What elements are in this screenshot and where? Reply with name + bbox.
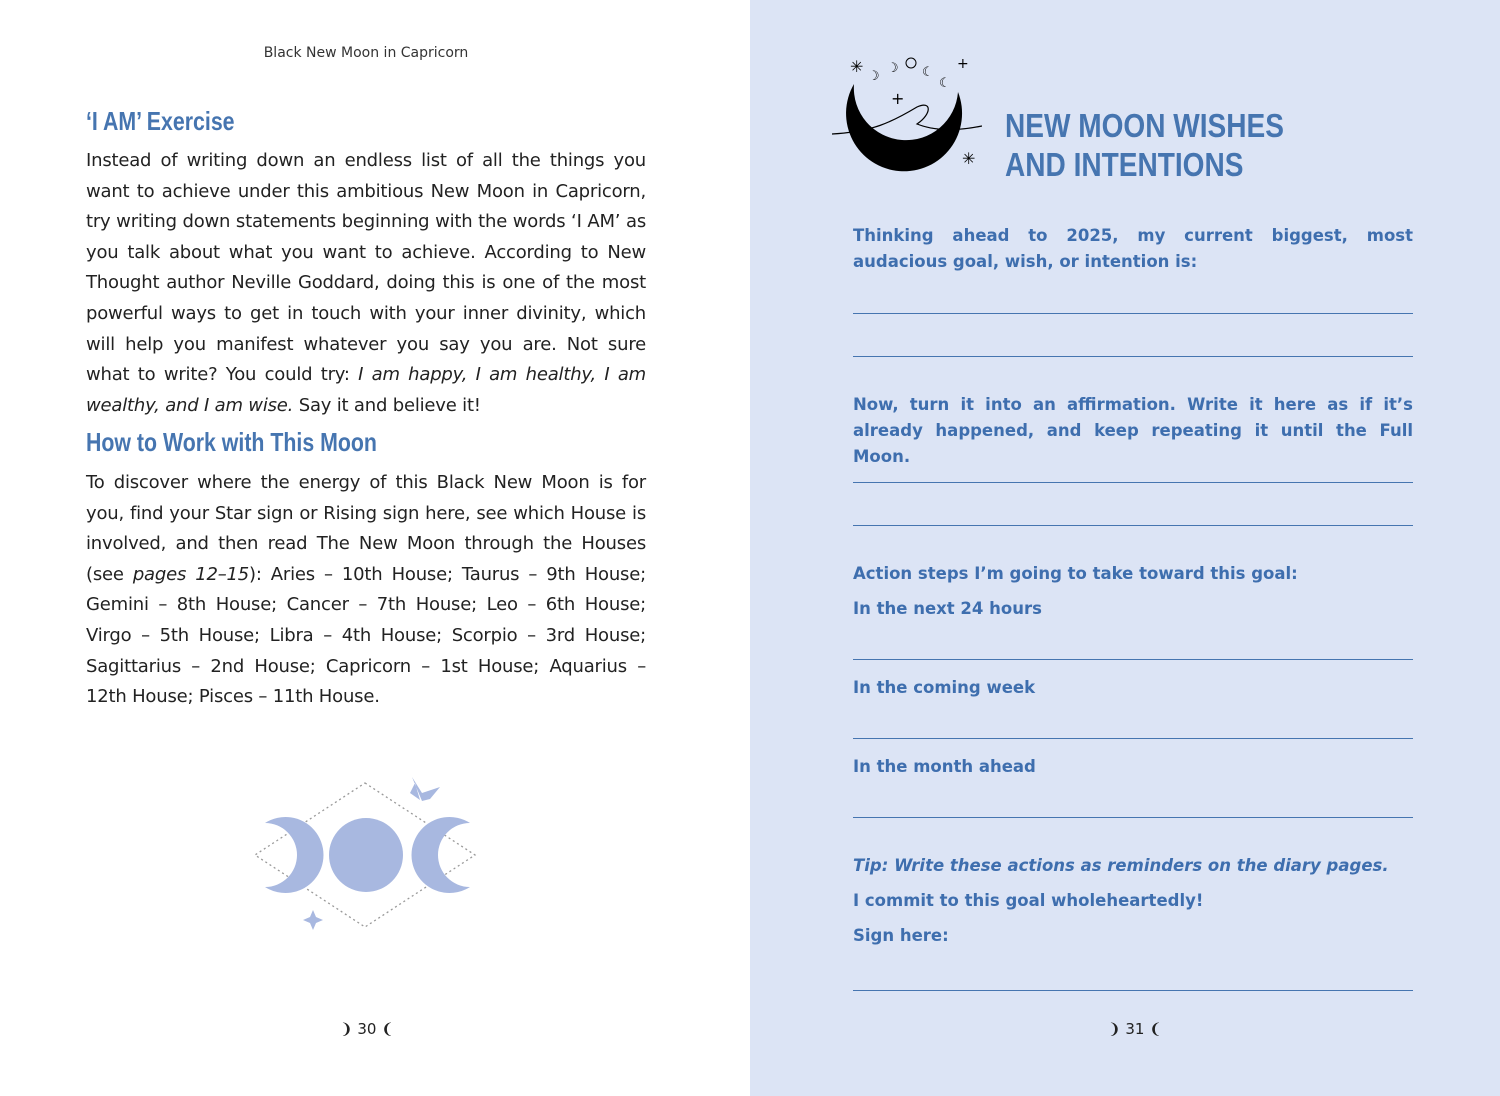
title-line-2: AND INTENTIONS (1005, 146, 1244, 183)
svg-text:☽: ☽ (887, 61, 899, 76)
goal-prompt: Thinking ahead to 2025, my current biggest, most audacious goal, wish, or intention is: (853, 226, 1413, 271)
section-heading-i-am: ‘I AM’ Exercise (86, 106, 235, 136)
page-number-text: 31 (1125, 1020, 1145, 1038)
svg-text:☾: ☾ (922, 65, 934, 80)
section-text-i-am (86, 146, 646, 421)
step-24-hours-label: In the next 24 hours (853, 599, 1042, 618)
page-title (1005, 106, 1284, 184)
italic-text: pages 12–15 (132, 563, 250, 585)
star-icon: ✳ (850, 57, 864, 76)
sign-label: Sign here: (853, 926, 949, 945)
title-line-1: NEW MOON WISHES (1005, 107, 1284, 144)
step-month-label: In the month ahead (853, 757, 1036, 776)
action-steps-heading: Action steps I’m going to take toward this goal: (853, 564, 1298, 583)
running-head: Black New Moon in Capricorn (263, 45, 469, 61)
svg-text:☾: ☾ (939, 76, 951, 91)
svg-text:✳: ✳ (962, 149, 976, 168)
text: Say it and believe it! (293, 394, 481, 416)
section-text-how-to-work (86, 468, 646, 713)
waning-moon-icon (412, 817, 470, 893)
signature-line[interactable] (853, 990, 1413, 991)
step-24-hours-line[interactable] (853, 659, 1413, 660)
svg-text:+: + (957, 56, 969, 72)
text: Instead of writing down an endless list of all the things you want to achieve under this ambitious New Moon in Capricorn, try writing down statements beginning with the words ‘I AM’ as you talk about what you want to achieve. According to New Thought author Neville Goddard, doing this is one of the most powerful ways to get in touch with your inner divinity, which will help you manifest whatever you say you are. Not sure what to write? You could try: (86, 150, 646, 386)
sparkle-icon (303, 910, 323, 930)
text: To discover where the energy of this Black New Moon is for you, find your Star sign or Rising sign here, see which House is involved, and then read The New Moon through the Houses (see (86, 472, 646, 585)
waxing-moon-icon (265, 817, 323, 893)
step-month-line[interactable] (853, 817, 1413, 818)
svg-text:+: + (891, 89, 905, 108)
goal-write-line-2[interactable] (853, 356, 1413, 357)
svg-text:☽: ☽ (868, 69, 880, 84)
butterfly-icon (410, 777, 440, 801)
affirmation-write-line-2[interactable] (853, 525, 1413, 526)
step-week-label: In the coming week (853, 678, 1036, 697)
section-heading-how-to-work: How to Work with This Moon (86, 427, 377, 457)
italic-text: I am happy, I am healthy, I am wealthy, and I am wise. (86, 364, 646, 416)
tip-text: Tip: Write these actions as reminders on the diary pages. (853, 856, 1389, 875)
page-number: ❩ 31 ❨ (1108, 1020, 1162, 1038)
step-week-line[interactable] (853, 738, 1413, 739)
text: ): Aries – 10th House; Taurus – 9th House; Gemini – 8th House; Cancer – 7th House; Leo – 6th House; Virgo – 5th House; Libra – 4th House; Scorpio – 3rd House; Sagittarius – 2nd House; Capricorn – 1st House; Aquarius – 12th House; Pisces – 11th House. (86, 563, 646, 708)
triple-moon-illustration (250, 765, 490, 935)
moon-phases-illustration (832, 52, 982, 184)
page-number-text: 30 (357, 1020, 377, 1038)
page-number: ❩ 30 ❨ (340, 1020, 394, 1038)
affirmation-write-line-1[interactable] (853, 482, 1413, 483)
commit-text: I commit to this goal wholeheartedly! (853, 891, 1204, 910)
affirmation-prompt: Now, turn it into an affirmation. Write it here as if it’s already happened, and keep repeating it until the Full Moon. (853, 395, 1413, 466)
goal-write-line-1[interactable] (853, 313, 1413, 314)
